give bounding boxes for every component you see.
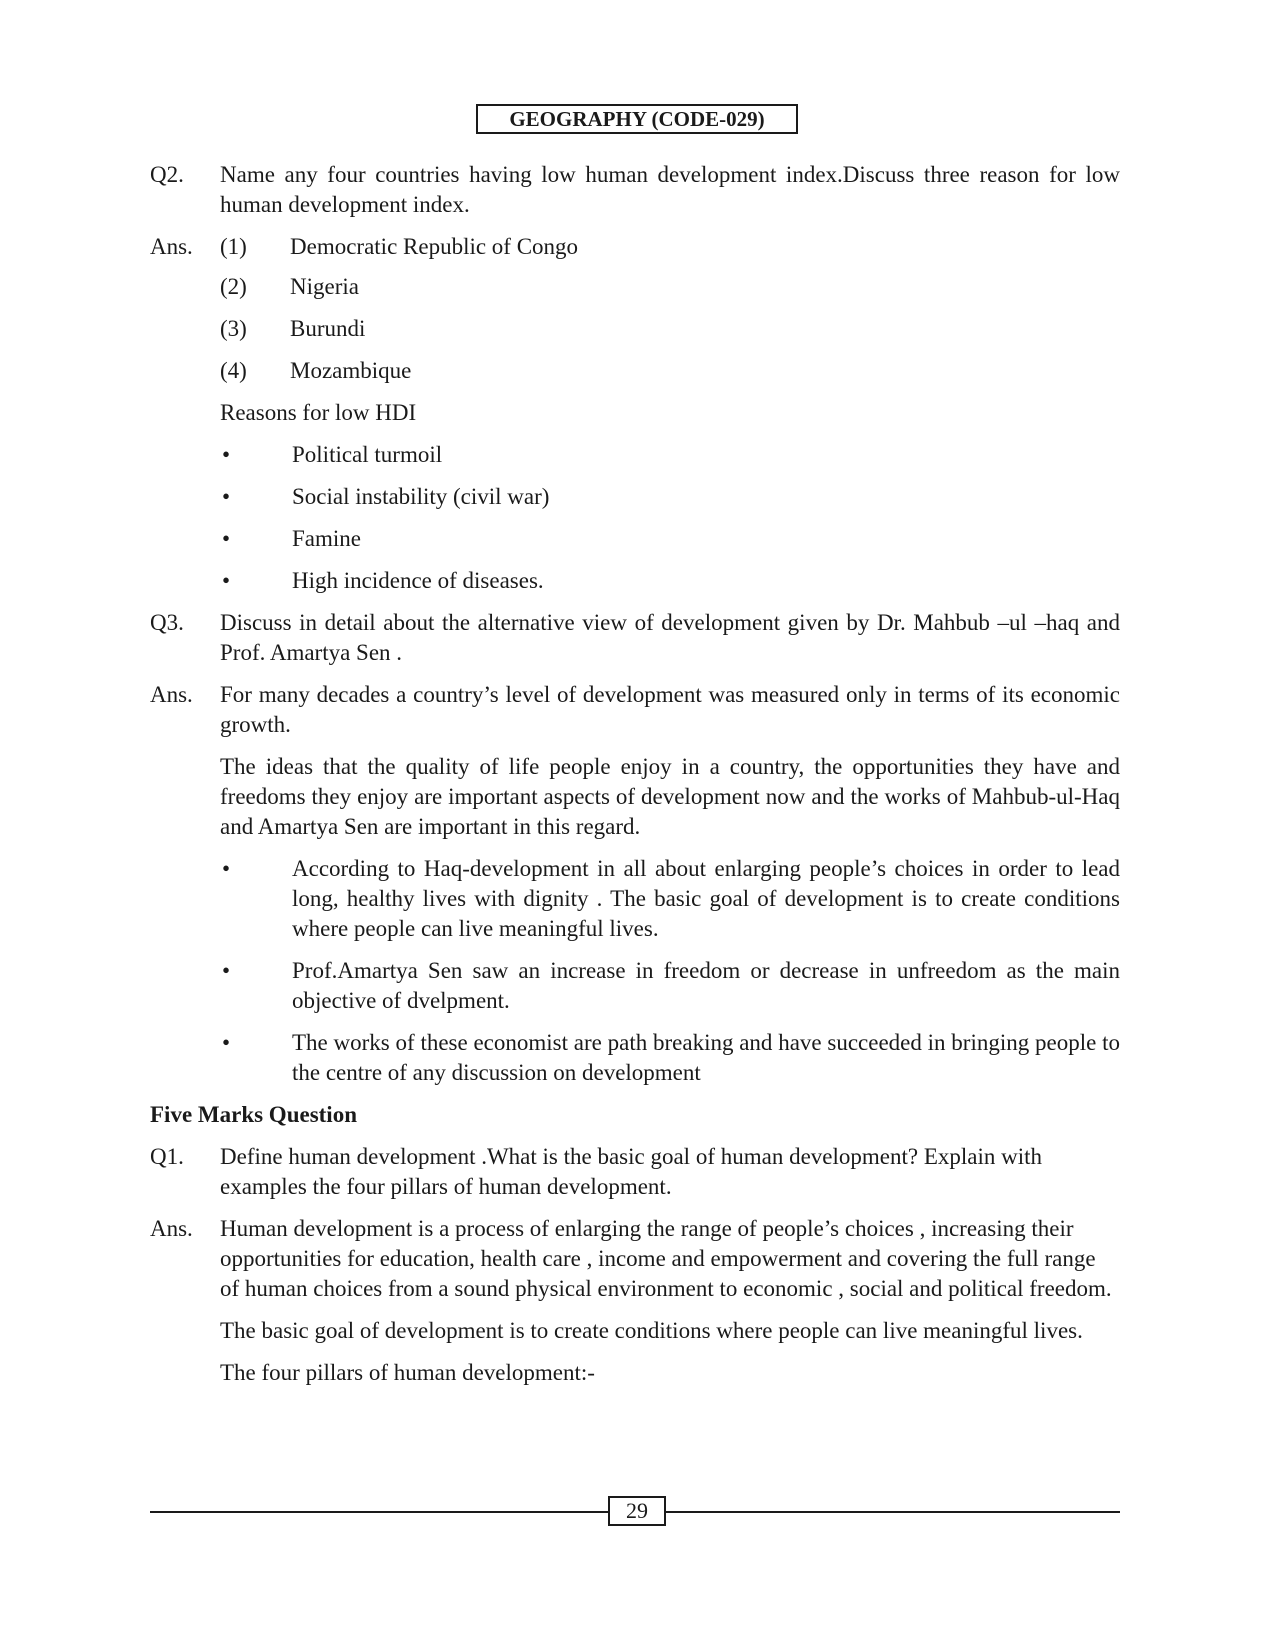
question-q2 — [150, 160, 1120, 220]
answer-q1 — [150, 1214, 1120, 1304]
bullet-item — [220, 1028, 1120, 1088]
list-item-number: (1) — [220, 234, 247, 259]
answer-q3 — [150, 680, 1120, 740]
page-header-title: GEOGRAPHY (CODE-029) — [476, 104, 798, 134]
list-item-number: (4) — [220, 358, 247, 383]
list-item — [220, 356, 1120, 386]
bullet-text: Prof.Amartya Sen saw an increase in freedom or decrease in unfreedom as the main objective of dvelpment. — [292, 958, 1120, 1013]
question-text: Define human development .What is the basic goal of human development? Explain with examples the four pillars of human development. — [220, 1144, 1043, 1199]
answer-label: Ans. — [150, 234, 193, 259]
bullet-item — [220, 524, 1120, 554]
question-q3 — [150, 608, 1120, 668]
question-label: Q3. — [150, 610, 184, 635]
bullet-item — [220, 854, 1120, 944]
question-label: Q1. — [150, 1144, 184, 1169]
bullet-item — [220, 482, 1120, 512]
list-item-number: (3) — [220, 316, 247, 341]
list-item-text: Mozambique — [290, 358, 412, 383]
answer-q2-first — [150, 232, 1120, 262]
question-q1 — [150, 1142, 1120, 1202]
question-text: Discuss in detail about the alternative view of development given by Dr. Mahbub –ul –haq and Prof. Amartya Sen . — [220, 610, 1120, 665]
bullet-icon: • — [222, 1030, 231, 1055]
list-item-text: Burundi — [290, 316, 366, 341]
bullet-icon: • — [222, 484, 231, 509]
list-item-text: Democratic Republic of Congo — [290, 234, 579, 259]
answer-label: Ans. — [150, 682, 193, 707]
bullet-text: Social instability (civil war) — [292, 484, 550, 509]
page-number: 29 — [608, 1496, 666, 1526]
reasons-heading: Reasons for low HDI — [220, 400, 417, 425]
bullet-item — [220, 566, 1120, 596]
answer-label: Ans. — [150, 1216, 193, 1241]
question-text: Name any four countries having low human development index.Discuss three reason for low human development index. — [220, 162, 1120, 217]
page-content — [150, 160, 1120, 1400]
answer-paragraph: Human development is a process of enlarging the range of people’s choices , increasing their opportunities for education, health care , income and empowerment and covering the full range of human choices from a sound physical environment to economic , social and political freedom. — [220, 1216, 1112, 1301]
section-heading: Five Marks Question — [150, 1102, 357, 1127]
bullet-icon: • — [222, 442, 231, 467]
bullet-item — [220, 440, 1120, 470]
bullet-icon: • — [222, 958, 231, 983]
answer-paragraph: The four pillars of human development:- — [220, 1360, 595, 1385]
list-item — [220, 232, 1120, 262]
bullet-text: According to Haq-development in all about enlarging people’s choices in order to lead long, healthy lives with dignity . The basic goal of development is to create conditions where people can live meaningful lives. — [292, 856, 1120, 941]
bullet-text: The works of these economist are path breaking and have succeeded in bringing people to the centre of any discussion on development — [292, 1030, 1120, 1085]
list-item-text: Nigeria — [290, 274, 359, 299]
bullet-item — [220, 956, 1120, 1016]
bullet-text: High incidence of diseases. — [292, 568, 544, 593]
question-label: Q2. — [150, 162, 184, 187]
bullet-icon: • — [222, 856, 231, 881]
list-item — [220, 272, 1120, 302]
bullet-text: Political turmoil — [292, 442, 443, 467]
list-item — [220, 314, 1120, 344]
answer-paragraph: The basic goal of development is to create conditions where people can live meaningful lives. — [220, 1318, 1083, 1343]
answer-paragraph: For many decades a country’s level of development was measured only in terms of its economic growth. — [220, 682, 1120, 737]
bullet-icon: • — [222, 568, 231, 593]
answer-paragraph: The ideas that the quality of life people enjoy in a country, the opportunities they have and freedoms they enjoy are important aspects of development now and the works of Mahbub-ul-Haq and Amartya Sen are important in this regard. — [220, 754, 1120, 839]
bullet-icon: • — [222, 526, 231, 551]
list-item-number: (2) — [220, 274, 247, 299]
bullet-text: Famine — [292, 526, 361, 551]
